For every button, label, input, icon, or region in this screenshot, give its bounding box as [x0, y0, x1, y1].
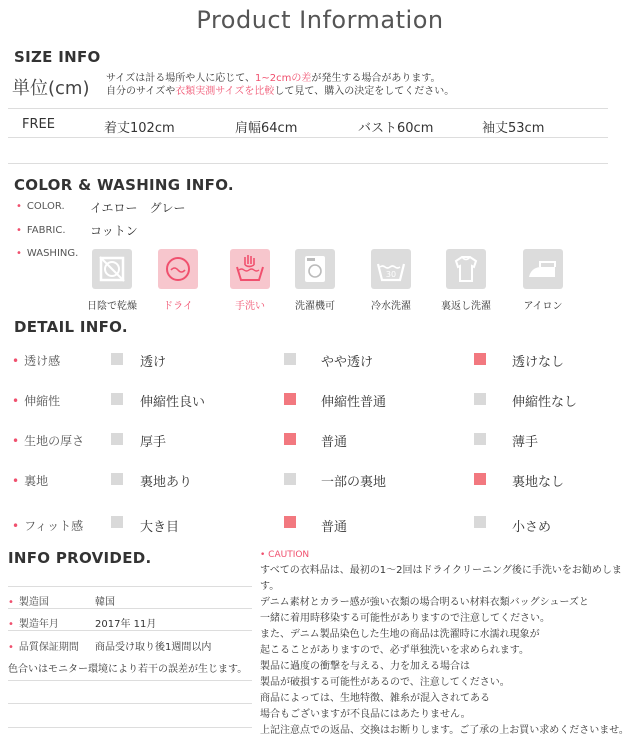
option-square-selected	[474, 473, 486, 485]
iron-icon	[523, 249, 563, 289]
detail-info-heading: DETAIL INFO.	[14, 318, 128, 336]
option-label: 伸縮性なし	[512, 395, 578, 410]
size-divider-mid	[8, 137, 608, 138]
info-divider	[8, 680, 252, 681]
size-shoulder: 肩幅64cm	[235, 121, 298, 136]
option-square	[284, 473, 296, 485]
caution-line: 一緒に着用時移染する可能性がありますので注意してください。	[260, 613, 550, 624]
info-divider	[8, 608, 252, 609]
size-free: FREE	[22, 117, 55, 132]
option-label: 大き目	[140, 520, 180, 535]
caution-line: 起こることがありますので、必ず単独洗いを求められます。	[260, 645, 529, 656]
option-square-selected	[284, 393, 296, 405]
option-label: 小さめ	[512, 520, 552, 535]
info-label-country: • 製造国	[8, 597, 49, 608]
option-label: 透け	[140, 355, 167, 370]
info-label-date: • 製造年月	[8, 619, 59, 630]
washing-label-dry-clean: ドライ	[163, 301, 193, 312]
washing-label-inside-out: 裏返し洗濯	[441, 301, 491, 312]
inside-out-wash-icon	[446, 249, 486, 289]
option-label: 厚手	[140, 435, 167, 450]
hand-wash-icon	[230, 249, 270, 289]
info-divider	[8, 727, 252, 728]
detail-label-fit: • フィット感	[12, 519, 84, 533]
shade-dry-icon	[92, 249, 132, 289]
detail-label-sheerness: • 透け感	[12, 354, 61, 368]
washing-label-machine: 洗濯機可	[295, 301, 335, 312]
info-divider	[8, 586, 252, 587]
option-label: 伸縮性普通	[321, 395, 387, 410]
caution-line: また、デニム製品染色した生地の商品は洗濯時に水濡れ現象が	[260, 629, 540, 640]
size-note-1: サイズは計る場所や人に応じて、1~2cmの差が発生する場合があります。	[106, 73, 441, 84]
info-value-country: 韓国	[95, 597, 115, 608]
dry-clean-icon	[158, 249, 198, 289]
info-divider	[8, 630, 252, 631]
size-info-heading: SIZE INFO	[14, 48, 101, 66]
caution-line: 製品が破損する可能性があるので、注意してください。	[260, 677, 510, 688]
option-label: 普通	[321, 435, 348, 450]
fabric-label: • FABRIC.	[16, 225, 66, 236]
washing-label-iron: アイロン	[523, 301, 563, 312]
caution-text	[260, 563, 640, 739]
option-square	[474, 516, 486, 528]
size-divider-top	[8, 108, 608, 109]
svg-text:30: 30	[385, 270, 397, 279]
option-square	[111, 473, 123, 485]
option-square	[111, 516, 123, 528]
detail-label-lining: • 裏地	[12, 474, 49, 488]
color-washing-heading: COLOR & WASHING INFO.	[14, 176, 234, 194]
page-title: Product Information	[196, 6, 444, 34]
info-label-warranty: • 品質保証期間	[8, 642, 79, 653]
size-length: 着丈102cm	[104, 121, 175, 136]
washing-label-cold: 冷水洗濯	[371, 301, 411, 312]
option-label: やや透け	[321, 355, 374, 370]
option-label: 伸縮性良い	[140, 395, 206, 410]
option-label: 裏地あり	[140, 475, 193, 490]
color-disclaimer: 色合いはモニター環境により若干の誤差が生じます。	[8, 664, 248, 675]
option-square	[284, 353, 296, 365]
option-label: 普通	[321, 520, 348, 535]
washing-label: • WASHING.	[16, 248, 79, 259]
option-square-selected	[474, 353, 486, 365]
fabric-value: コットン	[90, 224, 138, 238]
size-note-2: 自分のサイズや衣類実測サイズを比較して見て、購入の決定をしてください。	[106, 86, 455, 97]
size-sleeve: 袖丈53cm	[482, 121, 545, 136]
caution-line: 場合もございますが不良品にはあたりません。	[260, 709, 471, 720]
cold-wash-icon	[371, 249, 411, 289]
color-value: イエロー グレー	[90, 201, 186, 215]
detail-label-stretch: • 伸縮性	[12, 394, 61, 408]
option-label: 裏地なし	[512, 475, 565, 490]
caution-line: 製品に過度の衝撃を与える、力を加える場合は	[260, 661, 470, 672]
washing-label-shade-dry: 日陰で乾燥	[87, 301, 137, 312]
caution-line: デニム素材とカラー感が強い衣類の場合明るい材料衣類バッグシューズと	[260, 597, 589, 608]
option-square	[111, 393, 123, 405]
size-unit: 単位(cm)	[12, 78, 90, 99]
caution-line: 商品によっては、生地特徴、雑糸が混入されてある	[260, 693, 490, 704]
option-square	[474, 433, 486, 445]
info-value-warranty: 商品受け取り後1週間以内	[95, 642, 212, 653]
option-label: 薄手	[512, 435, 539, 450]
caution-line: すべての衣料品は、最初の1～2回はドライクリーニング後に手洗いをお勧めします。	[260, 565, 622, 592]
washing-machine-icon	[295, 249, 335, 289]
washing-label-hand-wash: 手洗い	[235, 301, 265, 312]
caution-label: • CAUTION	[260, 550, 310, 560]
info-value-date: 2017年 11月	[95, 619, 157, 630]
option-square-selected	[284, 433, 296, 445]
option-square-selected	[284, 516, 296, 528]
caution-line: 上記注意点での返品、交換はお断りします。ご了承の上お買い求めくださいませ。	[260, 725, 629, 736]
option-label: 一部の裏地	[321, 475, 387, 490]
info-divider	[8, 703, 252, 704]
color-label: • COLOR.	[16, 201, 65, 212]
size-bust: バスト60cm	[358, 121, 434, 136]
size-divider-bottom	[8, 163, 608, 164]
option-square	[474, 393, 486, 405]
option-square	[111, 353, 123, 365]
option-square	[111, 433, 123, 445]
option-label: 透けなし	[512, 355, 565, 370]
detail-label-thickness: • 生地の厚さ	[12, 434, 85, 448]
info-provided-heading: INFO PROVIDED.	[8, 549, 152, 567]
